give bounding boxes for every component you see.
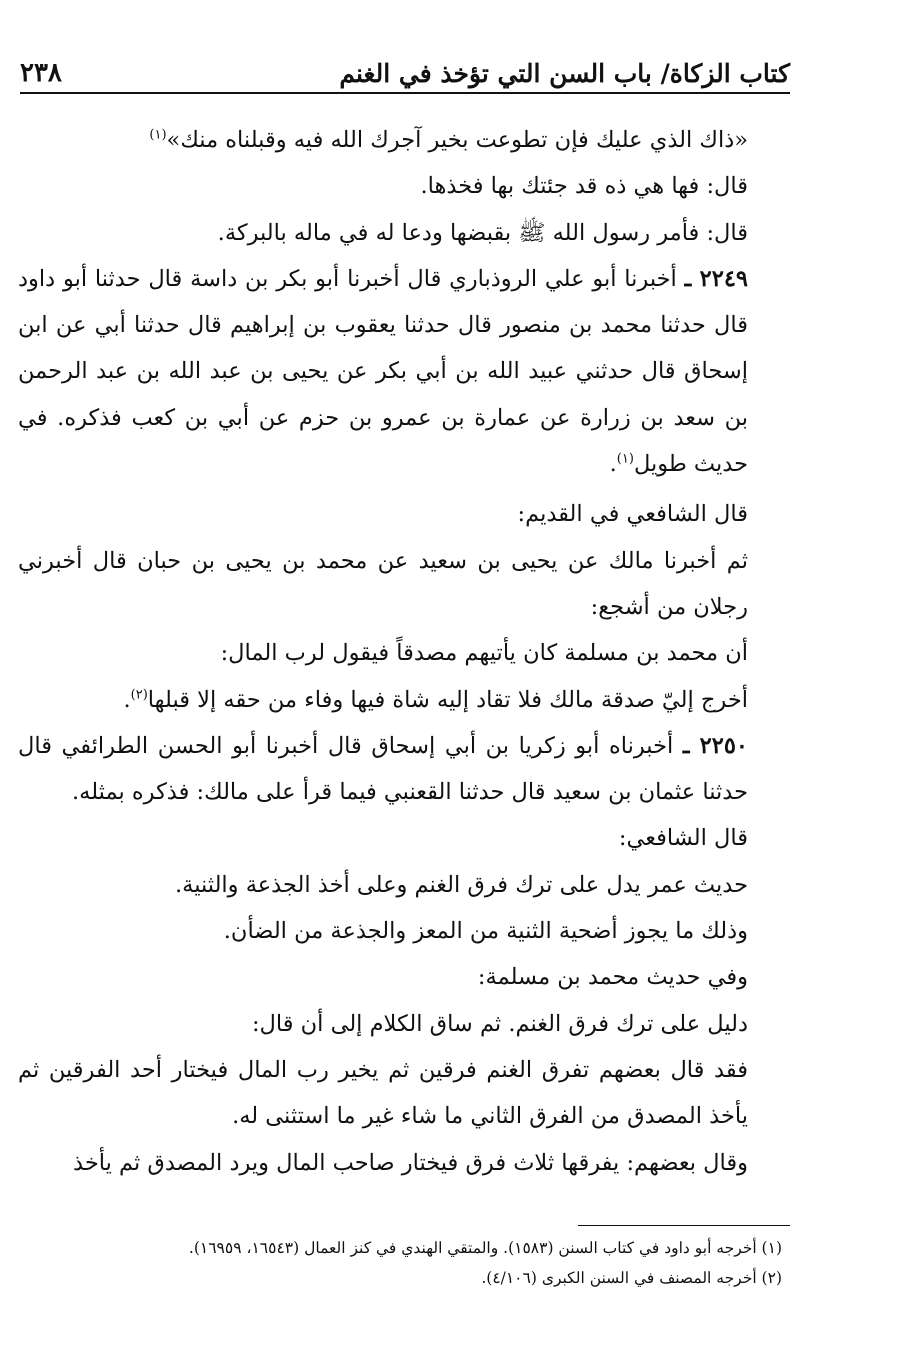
paragraph: أخرج إليّ صدقة مالك فلا تقاد إليه شاة فيها وفاء من حقه إلا قبلها$^{(٢)}$. — [123, 686, 748, 713]
paragraph: قال: فها هي ذه قد جئتك بها فخذها. — [420, 173, 748, 200]
paragraph: وذلك ما يجوز أضحية الثنية من المعز والجذعة من الضأن. — [223, 918, 748, 945]
footnotes — [18, 1233, 790, 1293]
paragraph: قال الشافعي في القديم: — [517, 501, 748, 528]
paragraph: قال: فأمر رسول الله ﷺ بقبضها ودعا له في ماله بالبركة. — [217, 219, 748, 246]
paragraph: دليل على ترك فرق الغنم. ثم ساق الكلام إلى أن قال: — [251, 1010, 748, 1037]
footnote-2: (٢) أخرجه المصنف في السنن الكبرى (٤/١٠٦). — [481, 1269, 782, 1287]
footnote-divider — [578, 1225, 790, 1226]
paragraph-quote: «ذاك الذي عليك فإن تطوعت بخير آجرك الله فيه وقبلناه منك»$^{(١)}$ — [149, 127, 748, 153]
footnote-ref: (١) — [149, 127, 167, 143]
footnote-1: (١) أخرجه أبو داود في كتاب السنن (١٥٨٣). والمتقي الهندي في كنز العمال (١٦٥٤٣، ١٦٩٥٩). — [188, 1239, 782, 1257]
paragraph: أن محمد بن مسلمة كان يأتيهم مصدقاً فيقول لرب المال: — [220, 640, 748, 667]
hadith-number: ٢٢٥٠ ـ — [682, 732, 748, 759]
paragraph: ثم أخبرنا مالك عن يحيى بن سعيد عن محمد بن يحيى بن حبان قال أخبرني رجلان من أشجع: — [18, 547, 748, 620]
hadith-2249: ٢٢٤٩ ـ أخبرنا أبو علي الروذباري قال أخبرنا أبو بكر بن داسة قال حدثنا أبو داود قال حدثنا محمد بن منصور قال حدثنا يعقوب بن إبراهيم قال حدثنا أبي عن ابن إسحاق قال حدثني عبيد الله بن أبي بكر عن يحيى بن عبد الله بن عبد الرحمن بن سعد بن زرارة عن عمارة بن عمرو بن حزم عن أبي بن كعب فذكره. في حديث طويل$^{(١)}$. — [18, 265, 749, 478]
chapter-title: كتاب الزكاة/ باب السن التي تؤخذ في الغنم — [339, 59, 790, 88]
paragraph: وفي حديث محمد بن مسلمة: — [477, 964, 748, 991]
paragraph: فقد قال بعضهم تفرق الغنم فرقين ثم يخير رب المال فيختار أحد الفرقين ثم يأخذ المصدق من الفرق الثاني ما شاء غير ما استثنى له. — [18, 1056, 748, 1130]
paragraph: حديث عمر يدل على ترك فرق الغنم وعلى أخذ الجذعة والثنية. — [174, 871, 748, 898]
hadith-number: ٢٢٤٩ ـ — [684, 265, 749, 292]
paragraph: قال الشافعي: — [618, 825, 748, 852]
paragraph: وقال بعضهم: يفرقها ثلاث فرق فيختار صاحب المال ويرد المصدق ثم يأخذ — [73, 1149, 748, 1176]
running-header — [20, 48, 790, 94]
main-text — [18, 117, 790, 1186]
hadith-2250: ٢٢٥٠ ـ أخبرناه أبو زكريا بن أبي إسحاق قال أخبرنا أبو الحسن الطرائفي قال حدثنا عثمان بن سعيد قال حدثنا القعنبي فيما قرأ على مالك: فذكره بمثله. — [18, 732, 748, 806]
footnote-ref: (١) — [616, 451, 634, 467]
page-number: ٢٣٨ — [20, 58, 62, 88]
footnote-ref: (٢) — [130, 687, 148, 703]
